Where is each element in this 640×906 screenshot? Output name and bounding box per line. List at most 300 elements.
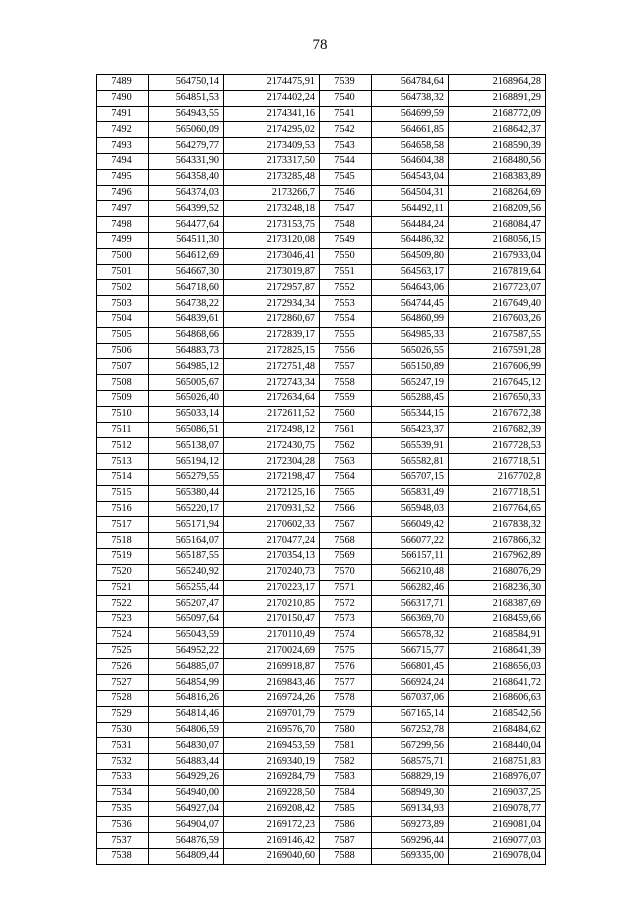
y-coordinate-left: 2173285,48 <box>224 169 320 185</box>
y-coordinate-left: 2172634,64 <box>224 390 320 406</box>
y-coordinate-right: 2168480,56 <box>449 153 546 169</box>
table-row <box>97 675 546 691</box>
x-coordinate-left: 564868,66 <box>149 327 224 343</box>
x-coordinate-left: 564399,52 <box>149 201 224 217</box>
table-row <box>97 296 546 312</box>
x-coordinate-left: 564985,12 <box>149 359 224 375</box>
y-coordinate-left: 2169576,70 <box>224 722 320 738</box>
point-number-left: 7505 <box>97 327 149 343</box>
point-number-left: 7493 <box>97 138 149 154</box>
x-coordinate-right: 566801,45 <box>372 659 449 675</box>
y-coordinate-left: 2170477,24 <box>224 533 320 549</box>
table-row <box>97 801 546 817</box>
x-coordinate-left: 565187,55 <box>149 548 224 564</box>
table-row <box>97 627 546 643</box>
x-coordinate-right: 564543,04 <box>372 169 449 185</box>
point-number-left: 7511 <box>97 422 149 438</box>
x-coordinate-left: 564814,46 <box>149 706 224 722</box>
point-number-left: 7522 <box>97 596 149 612</box>
point-number-right: 7574 <box>320 627 372 643</box>
point-number-left: 7489 <box>97 75 149 91</box>
table-row <box>97 770 546 786</box>
y-coordinate-right: 2167866,32 <box>449 533 546 549</box>
y-coordinate-left: 2172198,47 <box>224 469 320 485</box>
y-coordinate-right: 2168084,47 <box>449 217 546 233</box>
point-number-left: 7513 <box>97 454 149 470</box>
point-number-left: 7526 <box>97 659 149 675</box>
x-coordinate-left: 565097,64 <box>149 612 224 628</box>
x-coordinate-right: 564784,64 <box>372 75 449 91</box>
point-number-right: 7554 <box>320 311 372 327</box>
x-coordinate-right: 569273,89 <box>372 817 449 833</box>
point-number-right: 7550 <box>320 248 372 264</box>
x-coordinate-left: 564806,59 <box>149 722 224 738</box>
y-coordinate-left: 2170931,52 <box>224 501 320 517</box>
y-coordinate-left: 2173153,75 <box>224 217 320 233</box>
x-coordinate-right: 565344,15 <box>372 406 449 422</box>
x-coordinate-left: 564952,22 <box>149 643 224 659</box>
x-coordinate-right: 565582,81 <box>372 454 449 470</box>
y-coordinate-right: 2167591,28 <box>449 343 546 359</box>
x-coordinate-left: 564940,00 <box>149 785 224 801</box>
x-coordinate-right: 565288,45 <box>372 390 449 406</box>
table-row <box>97 390 546 406</box>
point-number-right: 7560 <box>320 406 372 422</box>
x-coordinate-right: 565948,03 <box>372 501 449 517</box>
point-number-right: 7579 <box>320 706 372 722</box>
point-number-left: 7503 <box>97 296 149 312</box>
table-row <box>97 375 546 391</box>
y-coordinate-left: 2169208,42 <box>224 801 320 817</box>
y-coordinate-left: 2169724,26 <box>224 691 320 707</box>
y-coordinate-left: 2172498,12 <box>224 422 320 438</box>
point-number-right: 7558 <box>320 375 372 391</box>
point-number-right: 7567 <box>320 517 372 533</box>
x-coordinate-left: 564612,69 <box>149 248 224 264</box>
table-row <box>97 359 546 375</box>
point-number-right: 7570 <box>320 564 372 580</box>
x-coordinate-right: 568949,30 <box>372 785 449 801</box>
y-coordinate-left: 2173046,41 <box>224 248 320 264</box>
y-coordinate-right: 2167728,53 <box>449 438 546 454</box>
x-coordinate-right: 569335,00 <box>372 849 449 865</box>
table-row <box>97 517 546 533</box>
page-number: 78 <box>312 37 328 53</box>
table-row <box>97 469 546 485</box>
x-coordinate-left: 564854,99 <box>149 675 224 691</box>
y-coordinate-left: 2172751,48 <box>224 359 320 375</box>
x-coordinate-left: 565086,51 <box>149 422 224 438</box>
x-coordinate-right: 566317,71 <box>372 596 449 612</box>
y-coordinate-right: 2168459,66 <box>449 612 546 628</box>
y-coordinate-right: 2167682,39 <box>449 422 546 438</box>
point-number-right: 7583 <box>320 770 372 786</box>
y-coordinate-left: 2169918,87 <box>224 659 320 675</box>
x-coordinate-right: 569296,44 <box>372 833 449 849</box>
y-coordinate-right: 2168641,72 <box>449 675 546 691</box>
y-coordinate-left: 2172860,67 <box>224 311 320 327</box>
point-number-left: 7491 <box>97 106 149 122</box>
point-number-right: 7557 <box>320 359 372 375</box>
point-number-left: 7523 <box>97 612 149 628</box>
x-coordinate-right: 566924,24 <box>372 675 449 691</box>
table-row <box>97 122 546 138</box>
table-row <box>97 485 546 501</box>
y-coordinate-left: 2173248,18 <box>224 201 320 217</box>
x-coordinate-right: 564738,32 <box>372 90 449 106</box>
table-row <box>97 217 546 233</box>
y-coordinate-left: 2169146,42 <box>224 833 320 849</box>
point-number-right: 7581 <box>320 738 372 754</box>
table-row <box>97 311 546 327</box>
y-coordinate-left: 2174475,91 <box>224 75 320 91</box>
x-coordinate-left: 565194,12 <box>149 454 224 470</box>
x-coordinate-left: 565255,44 <box>149 580 224 596</box>
point-number-left: 7536 <box>97 817 149 833</box>
y-coordinate-right: 2167764,65 <box>449 501 546 517</box>
point-number-right: 7541 <box>320 106 372 122</box>
table-row <box>97 580 546 596</box>
y-coordinate-left: 2172934,34 <box>224 296 320 312</box>
table-row <box>97 722 546 738</box>
point-number-left: 7529 <box>97 706 149 722</box>
y-coordinate-right: 2169077,03 <box>449 833 546 849</box>
point-number-right: 7569 <box>320 548 372 564</box>
y-coordinate-left: 2172743,34 <box>224 375 320 391</box>
y-coordinate-left: 2174341,16 <box>224 106 320 122</box>
y-coordinate-right: 2168584,91 <box>449 627 546 643</box>
table-row <box>97 533 546 549</box>
x-coordinate-left: 564839,61 <box>149 311 224 327</box>
table-row <box>97 138 546 154</box>
x-coordinate-right: 567252,78 <box>372 722 449 738</box>
y-coordinate-right: 2168264,69 <box>449 185 546 201</box>
x-coordinate-left: 564885,07 <box>149 659 224 675</box>
x-coordinate-right: 566715,77 <box>372 643 449 659</box>
point-number-right: 7571 <box>320 580 372 596</box>
x-coordinate-right: 564604,38 <box>372 153 449 169</box>
y-coordinate-left: 2169284,79 <box>224 770 320 786</box>
y-coordinate-left: 2169040,60 <box>224 849 320 865</box>
table-row <box>97 153 546 169</box>
y-coordinate-left: 2173120,08 <box>224 232 320 248</box>
point-number-left: 7500 <box>97 248 149 264</box>
x-coordinate-right: 565150,89 <box>372 359 449 375</box>
point-number-left: 7528 <box>97 691 149 707</box>
x-coordinate-left: 564718,60 <box>149 280 224 296</box>
table-row <box>97 106 546 122</box>
y-coordinate-right: 2167718,51 <box>449 454 546 470</box>
point-number-left: 7504 <box>97 311 149 327</box>
point-number-left: 7497 <box>97 201 149 217</box>
point-number-right: 7545 <box>320 169 372 185</box>
x-coordinate-left: 565164,07 <box>149 533 224 549</box>
table-row <box>97 185 546 201</box>
x-coordinate-right: 569134,93 <box>372 801 449 817</box>
table-row <box>97 612 546 628</box>
y-coordinate-left: 2170602,33 <box>224 517 320 533</box>
x-coordinate-right: 564486,32 <box>372 232 449 248</box>
x-coordinate-left: 565005,67 <box>149 375 224 391</box>
point-number-right: 7576 <box>320 659 372 675</box>
table-row <box>97 548 546 564</box>
table-row <box>97 785 546 801</box>
point-number-right: 7551 <box>320 264 372 280</box>
x-coordinate-right: 564658,58 <box>372 138 449 154</box>
y-coordinate-left: 2173019,87 <box>224 264 320 280</box>
y-coordinate-right: 2167702,8 <box>449 469 546 485</box>
y-coordinate-right: 2167672,38 <box>449 406 546 422</box>
y-coordinate-right: 2167723,07 <box>449 280 546 296</box>
y-coordinate-right: 2167587,55 <box>449 327 546 343</box>
x-coordinate-right: 564509,80 <box>372 248 449 264</box>
point-number-left: 7490 <box>97 90 149 106</box>
x-coordinate-left: 564358,40 <box>149 169 224 185</box>
x-coordinate-right: 567037,06 <box>372 691 449 707</box>
table-row <box>97 706 546 722</box>
x-coordinate-right: 565423,37 <box>372 422 449 438</box>
table-row <box>97 754 546 770</box>
table-row <box>97 90 546 106</box>
table-row <box>97 817 546 833</box>
y-coordinate-right: 2167649,40 <box>449 296 546 312</box>
table-row <box>97 501 546 517</box>
y-coordinate-right: 2168641,39 <box>449 643 546 659</box>
x-coordinate-left: 564851,53 <box>149 90 224 106</box>
x-coordinate-right: 564699,59 <box>372 106 449 122</box>
x-coordinate-right: 566282,46 <box>372 580 449 596</box>
x-coordinate-right: 568829,19 <box>372 770 449 786</box>
x-coordinate-right: 564661,85 <box>372 122 449 138</box>
point-number-right: 7578 <box>320 691 372 707</box>
y-coordinate-right: 2168642,37 <box>449 122 546 138</box>
point-number-right: 7548 <box>320 217 372 233</box>
point-number-left: 7518 <box>97 533 149 549</box>
y-coordinate-left: 2172839,17 <box>224 327 320 343</box>
x-coordinate-left: 564750,14 <box>149 75 224 91</box>
point-number-left: 7496 <box>97 185 149 201</box>
point-number-right: 7539 <box>320 75 372 91</box>
table-row <box>97 738 546 754</box>
x-coordinate-right: 567299,56 <box>372 738 449 754</box>
x-coordinate-right: 564504,31 <box>372 185 449 201</box>
point-number-left: 7514 <box>97 469 149 485</box>
y-coordinate-left: 2169228,50 <box>224 785 320 801</box>
x-coordinate-left: 564738,22 <box>149 296 224 312</box>
y-coordinate-right: 2168751,83 <box>449 754 546 770</box>
y-coordinate-left: 2174295,02 <box>224 122 320 138</box>
point-number-left: 7519 <box>97 548 149 564</box>
point-number-left: 7512 <box>97 438 149 454</box>
x-coordinate-left: 564511,30 <box>149 232 224 248</box>
y-coordinate-right: 2167838,32 <box>449 517 546 533</box>
x-coordinate-left: 565207,47 <box>149 596 224 612</box>
y-coordinate-left: 2169340,19 <box>224 754 320 770</box>
table-row <box>97 564 546 580</box>
x-coordinate-left: 564279,77 <box>149 138 224 154</box>
x-coordinate-left: 564667,30 <box>149 264 224 280</box>
point-number-right: 7588 <box>320 849 372 865</box>
x-coordinate-right: 564744,45 <box>372 296 449 312</box>
y-coordinate-left: 2172611,52 <box>224 406 320 422</box>
y-coordinate-right: 2168656,03 <box>449 659 546 675</box>
x-coordinate-left: 564883,44 <box>149 754 224 770</box>
point-number-left: 7530 <box>97 722 149 738</box>
table-row <box>97 691 546 707</box>
x-coordinate-left: 564374,03 <box>149 185 224 201</box>
point-number-left: 7532 <box>97 754 149 770</box>
point-number-right: 7572 <box>320 596 372 612</box>
y-coordinate-right: 2168076,29 <box>449 564 546 580</box>
y-coordinate-right: 2167933,04 <box>449 248 546 264</box>
point-number-left: 7527 <box>97 675 149 691</box>
x-coordinate-right: 564985,33 <box>372 327 449 343</box>
point-number-right: 7540 <box>320 90 372 106</box>
point-number-left: 7502 <box>97 280 149 296</box>
y-coordinate-right: 2168772,09 <box>449 106 546 122</box>
point-number-right: 7561 <box>320 422 372 438</box>
x-coordinate-right: 565831,49 <box>372 485 449 501</box>
point-number-right: 7564 <box>320 469 372 485</box>
point-number-right: 7563 <box>320 454 372 470</box>
point-number-left: 7516 <box>97 501 149 517</box>
point-number-right: 7587 <box>320 833 372 849</box>
point-number-left: 7517 <box>97 517 149 533</box>
x-coordinate-left: 565060,09 <box>149 122 224 138</box>
table-row <box>97 438 546 454</box>
point-number-right: 7559 <box>320 390 372 406</box>
x-coordinate-right: 566369,70 <box>372 612 449 628</box>
x-coordinate-left: 565240,92 <box>149 564 224 580</box>
point-number-right: 7584 <box>320 785 372 801</box>
x-coordinate-right: 567165,14 <box>372 706 449 722</box>
point-number-left: 7524 <box>97 627 149 643</box>
x-coordinate-right: 565707,15 <box>372 469 449 485</box>
point-number-right: 7575 <box>320 643 372 659</box>
point-number-left: 7538 <box>97 849 149 865</box>
y-coordinate-right: 2168236,30 <box>449 580 546 596</box>
x-coordinate-left: 565138,07 <box>149 438 224 454</box>
table-row <box>97 659 546 675</box>
x-coordinate-left: 564943,55 <box>149 106 224 122</box>
x-coordinate-left: 564904,07 <box>149 817 224 833</box>
point-number-left: 7525 <box>97 643 149 659</box>
y-coordinate-left: 2169172,23 <box>224 817 320 833</box>
table-row <box>97 849 546 865</box>
point-number-right: 7552 <box>320 280 372 296</box>
table-row <box>97 343 546 359</box>
table-row <box>97 201 546 217</box>
point-number-right: 7585 <box>320 801 372 817</box>
point-number-right: 7565 <box>320 485 372 501</box>
y-coordinate-right: 2167962,89 <box>449 548 546 564</box>
x-coordinate-right: 565247,19 <box>372 375 449 391</box>
x-coordinate-right: 565539,91 <box>372 438 449 454</box>
point-number-left: 7501 <box>97 264 149 280</box>
point-number-left: 7534 <box>97 785 149 801</box>
x-coordinate-right: 564860,99 <box>372 311 449 327</box>
x-coordinate-left: 564883,73 <box>149 343 224 359</box>
y-coordinate-left: 2173317,50 <box>224 153 320 169</box>
point-number-left: 7506 <box>97 343 149 359</box>
point-number-left: 7499 <box>97 232 149 248</box>
point-number-left: 7509 <box>97 390 149 406</box>
point-number-right: 7542 <box>320 122 372 138</box>
y-coordinate-right: 2168484,62 <box>449 722 546 738</box>
y-coordinate-right: 2167603,26 <box>449 311 546 327</box>
x-coordinate-left: 564809,44 <box>149 849 224 865</box>
y-coordinate-left: 2170223,17 <box>224 580 320 596</box>
point-number-right: 7549 <box>320 232 372 248</box>
point-number-left: 7520 <box>97 564 149 580</box>
point-number-right: 7566 <box>320 501 372 517</box>
x-coordinate-right: 568575,71 <box>372 754 449 770</box>
point-number-right: 7544 <box>320 153 372 169</box>
y-coordinate-right: 2169081,04 <box>449 817 546 833</box>
x-coordinate-right: 564492,11 <box>372 201 449 217</box>
y-coordinate-left: 2169843,46 <box>224 675 320 691</box>
y-coordinate-right: 2168891,29 <box>449 90 546 106</box>
x-coordinate-right: 565026,55 <box>372 343 449 359</box>
point-number-left: 7508 <box>97 375 149 391</box>
y-coordinate-right: 2168976,07 <box>449 770 546 786</box>
x-coordinate-left: 564927,04 <box>149 801 224 817</box>
table-row <box>97 232 546 248</box>
y-coordinate-right: 2167645,12 <box>449 375 546 391</box>
y-coordinate-left: 2170240,73 <box>224 564 320 580</box>
point-number-left: 7533 <box>97 770 149 786</box>
x-coordinate-left: 564830,07 <box>149 738 224 754</box>
y-coordinate-right: 2168383,89 <box>449 169 546 185</box>
y-coordinate-left: 2170150,47 <box>224 612 320 628</box>
coordinates-table <box>96 74 546 865</box>
point-number-right: 7556 <box>320 343 372 359</box>
table-row <box>97 406 546 422</box>
y-coordinate-left: 2172957,87 <box>224 280 320 296</box>
y-coordinate-left: 2173409,53 <box>224 138 320 154</box>
table-row <box>97 596 546 612</box>
point-number-right: 7568 <box>320 533 372 549</box>
x-coordinate-left: 565171,94 <box>149 517 224 533</box>
x-coordinate-left: 564816,26 <box>149 691 224 707</box>
point-number-left: 7498 <box>97 217 149 233</box>
y-coordinate-left: 2170024,69 <box>224 643 320 659</box>
x-coordinate-left: 564477,64 <box>149 217 224 233</box>
y-coordinate-left: 2172825,15 <box>224 343 320 359</box>
y-coordinate-left: 2172125,16 <box>224 485 320 501</box>
x-coordinate-left: 565033,14 <box>149 406 224 422</box>
table-row <box>97 643 546 659</box>
table-row <box>97 833 546 849</box>
point-number-right: 7586 <box>320 817 372 833</box>
table-row <box>97 75 546 91</box>
y-coordinate-left: 2172430,75 <box>224 438 320 454</box>
y-coordinate-right: 2167718,51 <box>449 485 546 501</box>
point-number-right: 7553 <box>320 296 372 312</box>
y-coordinate-left: 2169453,59 <box>224 738 320 754</box>
x-coordinate-right: 566049,42 <box>372 517 449 533</box>
x-coordinate-left: 565043,59 <box>149 627 224 643</box>
table-row <box>97 248 546 264</box>
point-number-left: 7495 <box>97 169 149 185</box>
x-coordinate-left: 565026,40 <box>149 390 224 406</box>
y-coordinate-right: 2168440,04 <box>449 738 546 754</box>
y-coordinate-right: 2168209,56 <box>449 201 546 217</box>
y-coordinate-right: 2168590,39 <box>449 138 546 154</box>
point-number-right: 7547 <box>320 201 372 217</box>
point-number-right: 7577 <box>320 675 372 691</box>
point-number-left: 7494 <box>97 153 149 169</box>
